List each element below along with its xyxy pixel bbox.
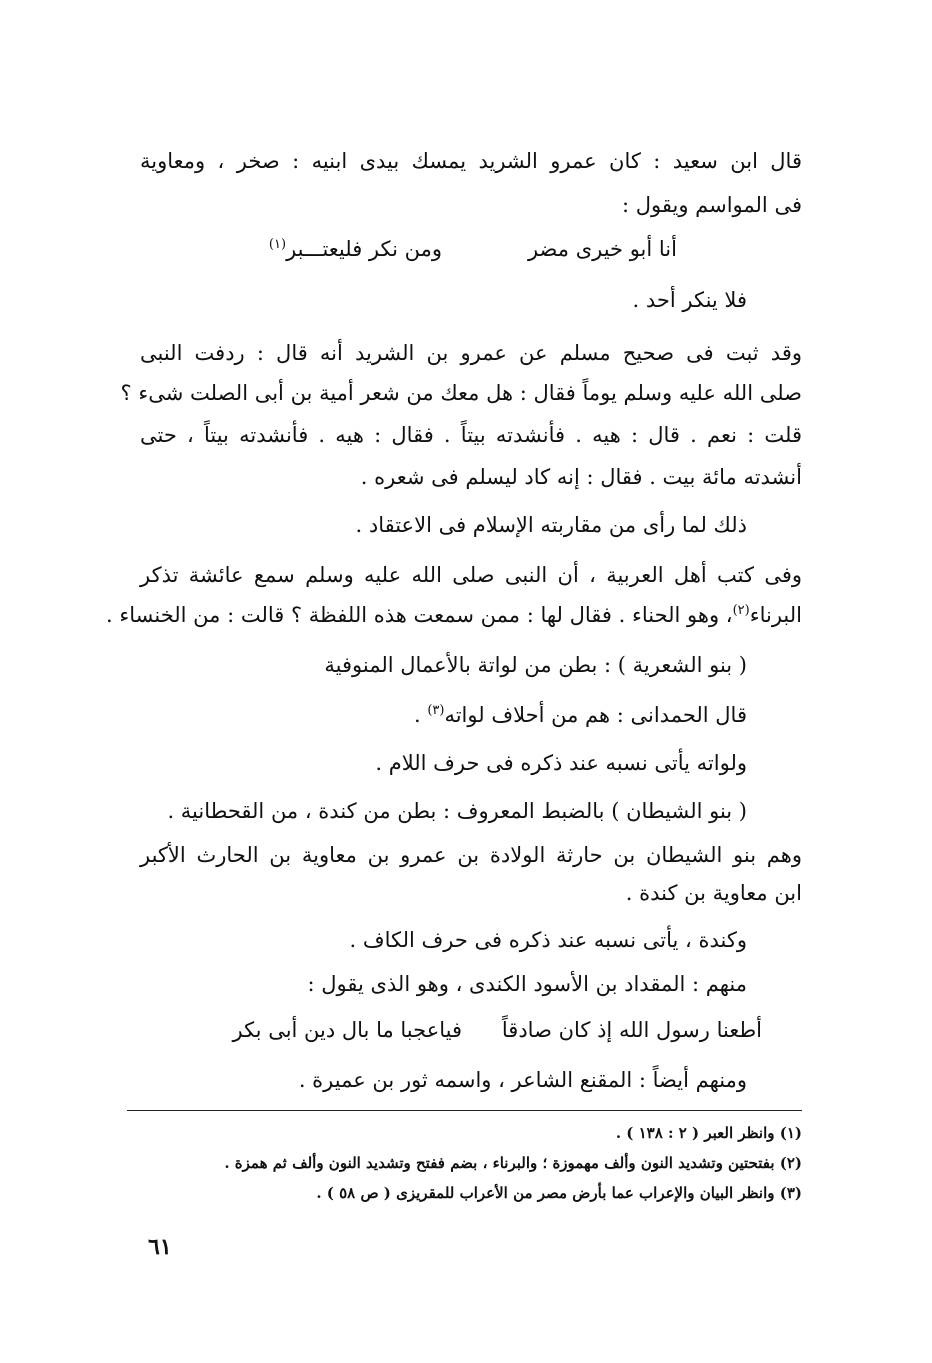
paragraph-line <box>106 600 802 630</box>
paragraph-line: فلا ينكر أحد . <box>632 288 747 312</box>
paragraph-line: ابن معاوية بن كندة . <box>625 881 802 905</box>
paragraph-line: قال ابن سعيد : كان عمرو الشريد يمسك بيدى ابنيه : صخر ، ومعاوية <box>140 149 802 173</box>
paragraph-line: وقد ثبت فى صحيح مسلم عن عمرو بن الشريد أنه قال : ردفت النبى <box>140 341 803 365</box>
paragraph-line: قلت : نعم . قال : هيه . فأنشدته بيتاً . فقال : هيه . فأنشدته بيتاً ، حتى <box>140 423 802 447</box>
verse-hemistich: ومن نكر فليعتـــبر$^{(١)}$ <box>268 237 442 261</box>
verse-hemistich: أطعنا رسول الله إذ كان صادقاً <box>501 1018 762 1042</box>
footnote-mark: (٣) <box>427 703 445 718</box>
paragraph-line: وهم بنو الشيطان بن حارثة الولادة بن عمرو بن معاوية بن الحارث الأكبر <box>140 843 802 867</box>
footnote: (١) وانظر العبر ( ٢ : ١٣٨ ) . <box>615 1124 802 1142</box>
footnote: (٣) وانظر البيان والإعراب عما بأرض مصر من الأعراب للمقريزى ( ص ٥٨ ) . <box>316 1184 802 1202</box>
verse-hemistich: أنا أبو خيرى مضر <box>527 237 677 261</box>
footnote-mark: (١) <box>268 237 287 252</box>
footnote-mark: (٢) <box>732 603 750 618</box>
footnote: (٢) بفتحتين وتشديد النون وألف مهموزة ؛ والبرناء ، بضم ففتح وتشديد النون وألف ثم همزة . <box>224 1154 802 1172</box>
paragraph-line: وكندة ، يأتى نسبه عند ذكره فى حرف الكاف . <box>349 928 747 952</box>
inline-word: البرناء <box>749 603 802 627</box>
paragraph-line: ( بنو الشعرية ) : بطن من لواتة بالأعمال المنوفية <box>324 653 747 677</box>
paragraph-line: ومنهم أيضاً : المقنع الشاعر ، واسمه ثور بن عميرة . <box>298 1068 747 1092</box>
inline-text: ، وهو الحناء . فقال لها : ممن سمعت هذه اللفظة ؟ قالت : من الخنساء . <box>106 603 733 627</box>
paragraph-line: قال الحمدانى : هم من أحلاف لواته$^{(٣)}$ . <box>413 703 747 727</box>
inline-text: قال الحمدانى : هم من أحلاف لواته <box>444 703 747 727</box>
paragraph-line: صلى الله عليه وسلم يوماً فقال : هل معك من شعر أمية بن أبى الصلت شىء ؟ <box>120 381 802 405</box>
verse-hemistich: فياعجبا ما بال دين أبى بكر <box>232 1018 462 1042</box>
paragraph-line: وفى كتب أهل العربية ، أن النبى صلى الله عليه وسلم سمع عائشة تذكر <box>140 563 802 587</box>
paragraph-line: منهم : المقداد بن الأسود الكندى ، وهو الذى يقول : <box>307 972 747 996</box>
paragraph-line: فى المواسم ويقول : <box>622 193 802 217</box>
footnote-divider <box>127 1110 802 1111</box>
paragraph-line: أنشدته مائة بيت . فقال : إنه كاد ليسلم فى شعره . <box>360 465 802 489</box>
page-number: ٦١ <box>148 1234 172 1260</box>
paragraph-line: ( بنو الشيطان ) بالضبط المعروف : بطن من كندة ، من القحطانية . <box>167 799 747 823</box>
paragraph-line: ولواته يأتى نسبه عند ذكره فى حرف اللام . <box>375 751 747 775</box>
paragraph-line: ذلك لما رأى من مقاربته الإسلام فى الاعتقاد . <box>355 513 747 537</box>
